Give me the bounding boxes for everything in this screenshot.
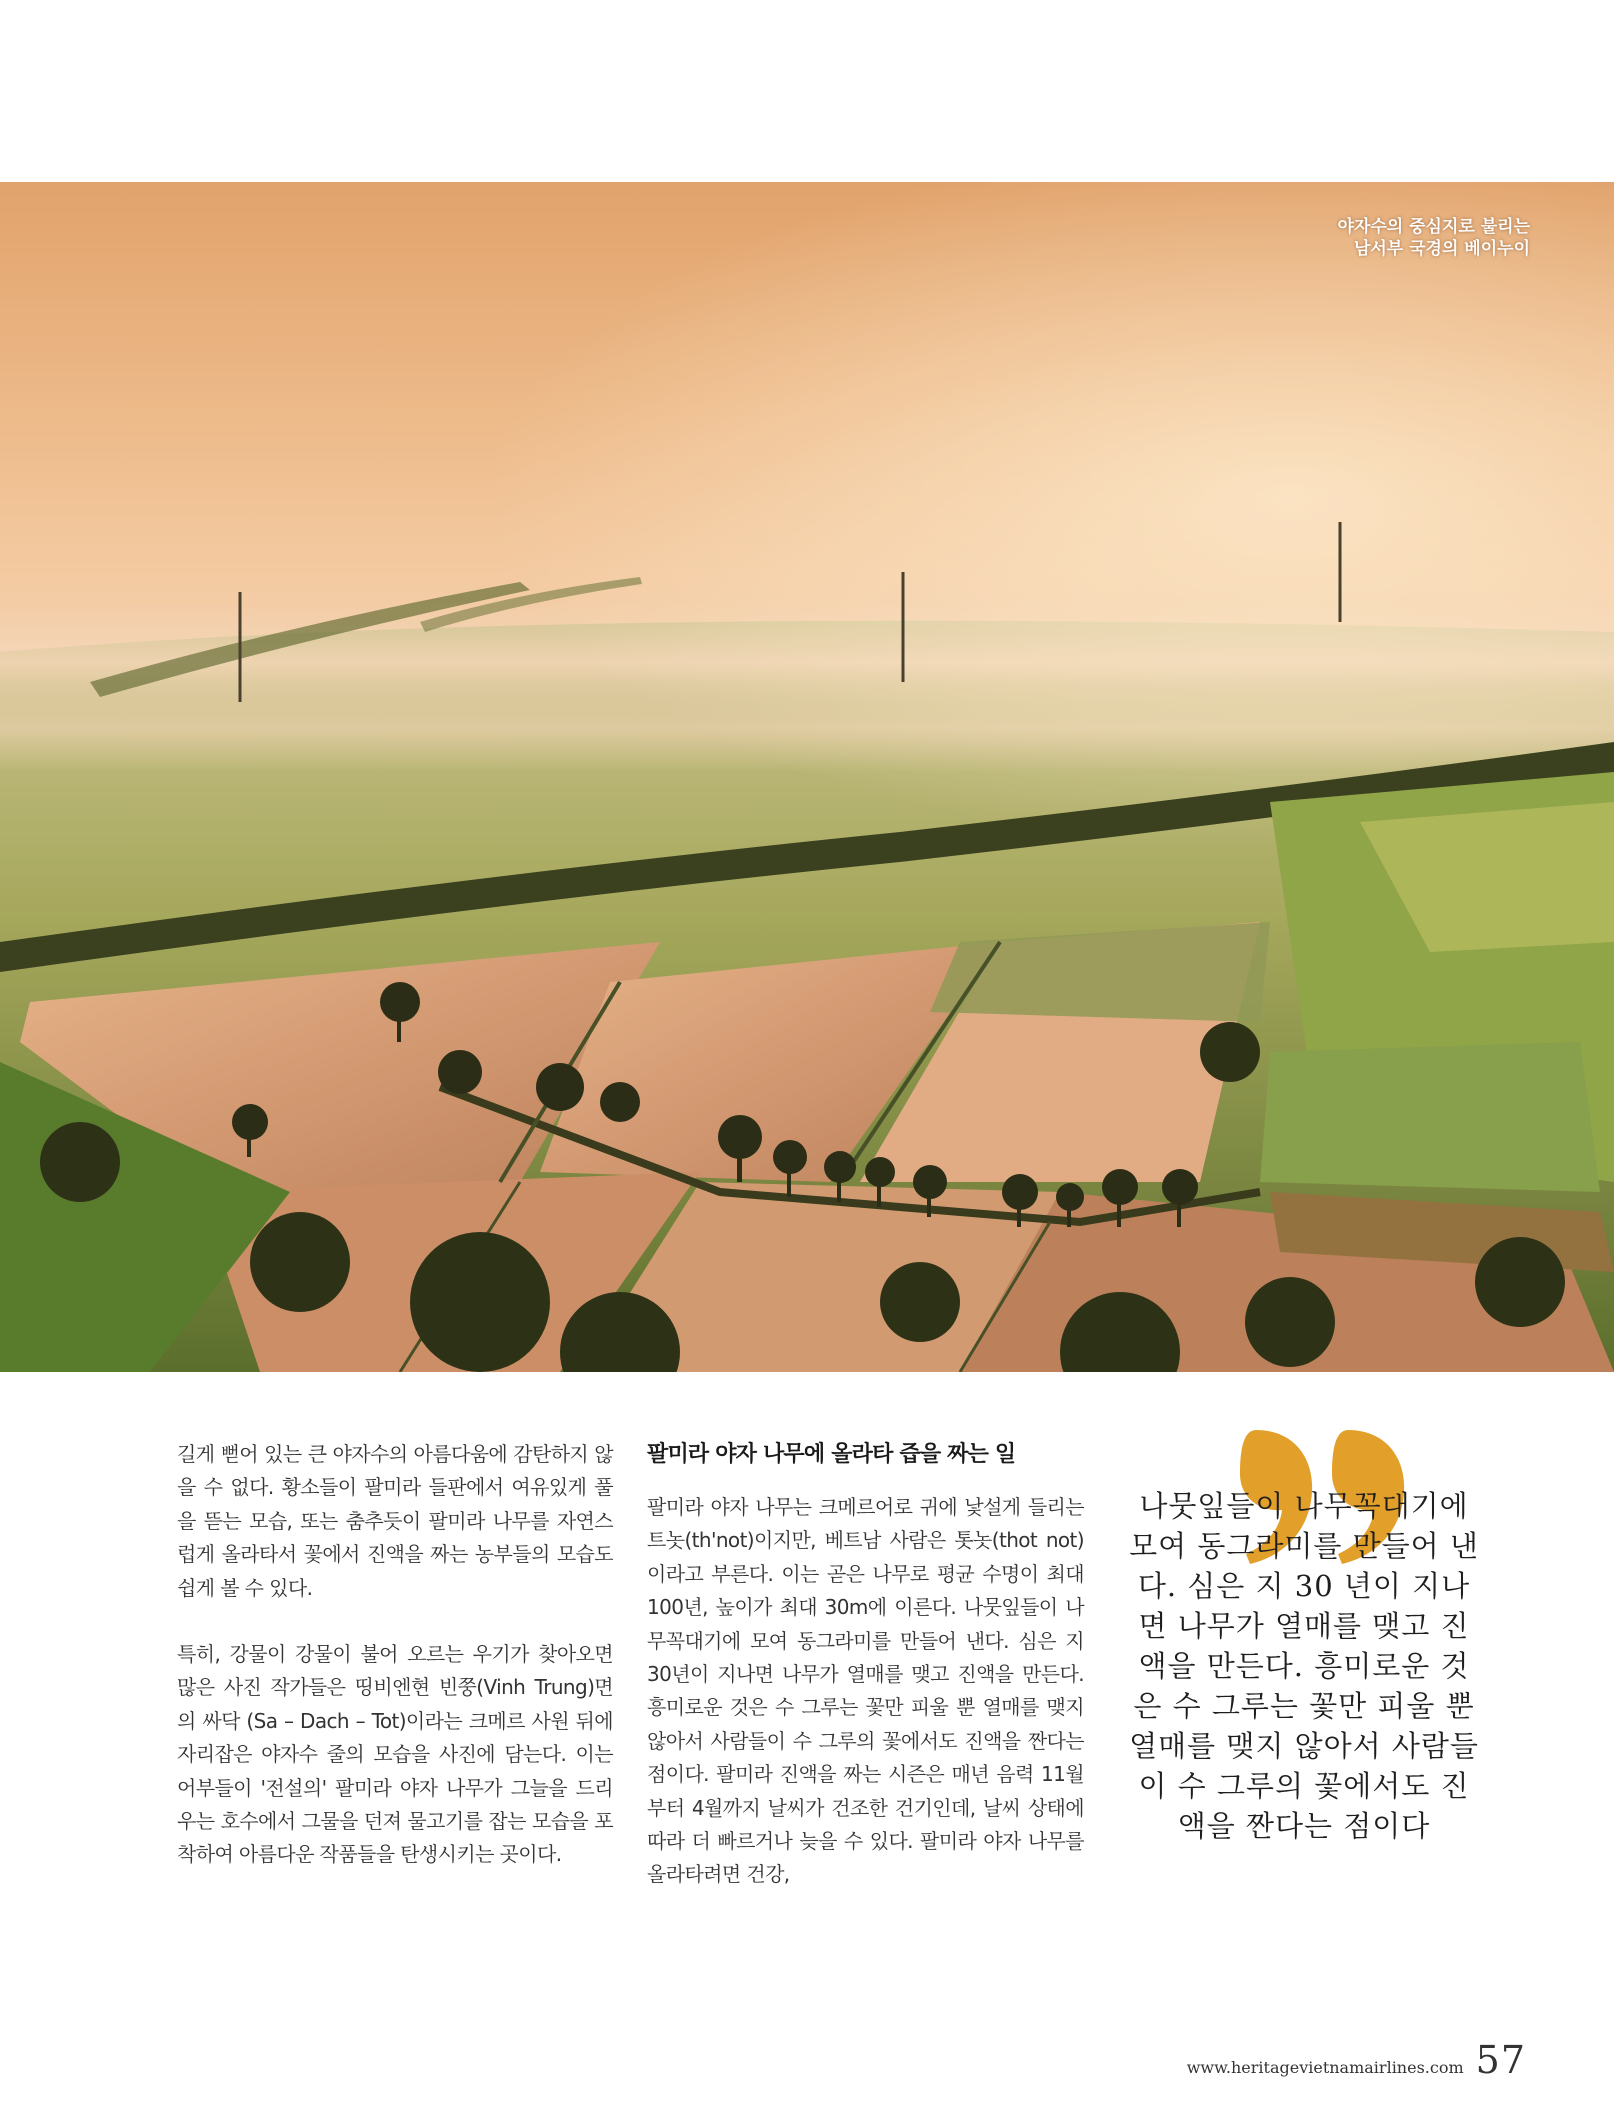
left-column xyxy=(177,1438,613,1905)
photo-caption-line1: 야자수의 중심지로 불리는 xyxy=(1337,217,1530,237)
aerial-photo xyxy=(0,182,1614,1372)
pull-quote: 나뭇잎들이 나무꼭대기에 모여 동그라미를 만들어 낸다. 심은 지 30 년이 지나면 나무가 열매를 맺고 진액을 만든다. 흥미로운 것은 수 그루는 꽃만 피울 뿐 열매를 맺지 않아서 사람들이 수 그루의 꽃에서도 진액을 짠다는 점이다 xyxy=(1129,1489,1479,1843)
page-number: 57 xyxy=(1475,2038,1526,2082)
photo-caption xyxy=(1338,216,1530,260)
page-footer xyxy=(1187,2038,1526,2082)
photo-caption-line2: 남서부 국경의 베이누이 xyxy=(1353,239,1530,259)
middle-paragraph: 팔미라 야자 나무는 크메르어로 귀에 낯설게 들리는 트놋(th'not)이지만, 베트남 사람은 톳놋(thot not)이라고 부른다. 이는 곧은 나무로 평균 수명이 최대 100년, 높이가 최대 30m에 이른다. 나뭇잎들이 나무꼭대기에 모여 동그라미를 만들어 낸다. 심은 지 30년이 지나면 나무가 열매를 맺고 진액을 만든다. 흥미로운 것은 수 그루는 꽃만 피울 뿐 열매를 맺지 않아서 사람들이 수 그루의 꽃에서도 진액을 짠다는 점이다. 팔미라 진액을 짜는 시즌은 매년 음력 11월부터 4월까지 날씨가 건조한 건기인데, 날씨 상태에 따라 더 빠르거나 늦을 수 있다. 팔미라 야자 나무를 올라타려면 건강, xyxy=(647,1495,1084,1887)
section-subheading: 팔미라 야자 나무에 올라타 즙을 짜는 일 xyxy=(647,1442,1016,1467)
aerial-landscape-image xyxy=(0,182,1614,1372)
website-url[interactable]: www.heritagevietnamairlines.com xyxy=(1186,2058,1464,2077)
left-paragraph-2: 특히, 강물이 강물이 불어 오르는 우기가 찾아오면 많은 사진 작가들은 띵비엔현 빈쭝(Vinh Trung)면의 싸닥 (Sa – Dach – Tot)이라는 크메르 사원 뒤에 자리잡은 야자수 줄의 모습을 사진에 담는다. 이는 어부들이 '전설의' 팔미라 야자 나무가 그늘을 드리우는 호수에서 그물을 던져 물고기를 잡는 모습을 포착하여 아름다운 작품들을 탄생시키는 곳이다. xyxy=(177,1642,613,1867)
middle-column xyxy=(647,1438,1084,1925)
left-paragraph-1: 길게 뻗어 있는 큰 야자수의 아름다움에 감탄하지 않을 수 없다. 황소들이 팔미라 들판에서 여유있게 풀을 뜯는 모습, 또는 춤추듯이 팔미라 나무를 자연스럽게 올라타서 꽃에서 진액을 짜는 농부들의 모습도 쉽게 볼 수 있다. xyxy=(177,1442,613,1600)
